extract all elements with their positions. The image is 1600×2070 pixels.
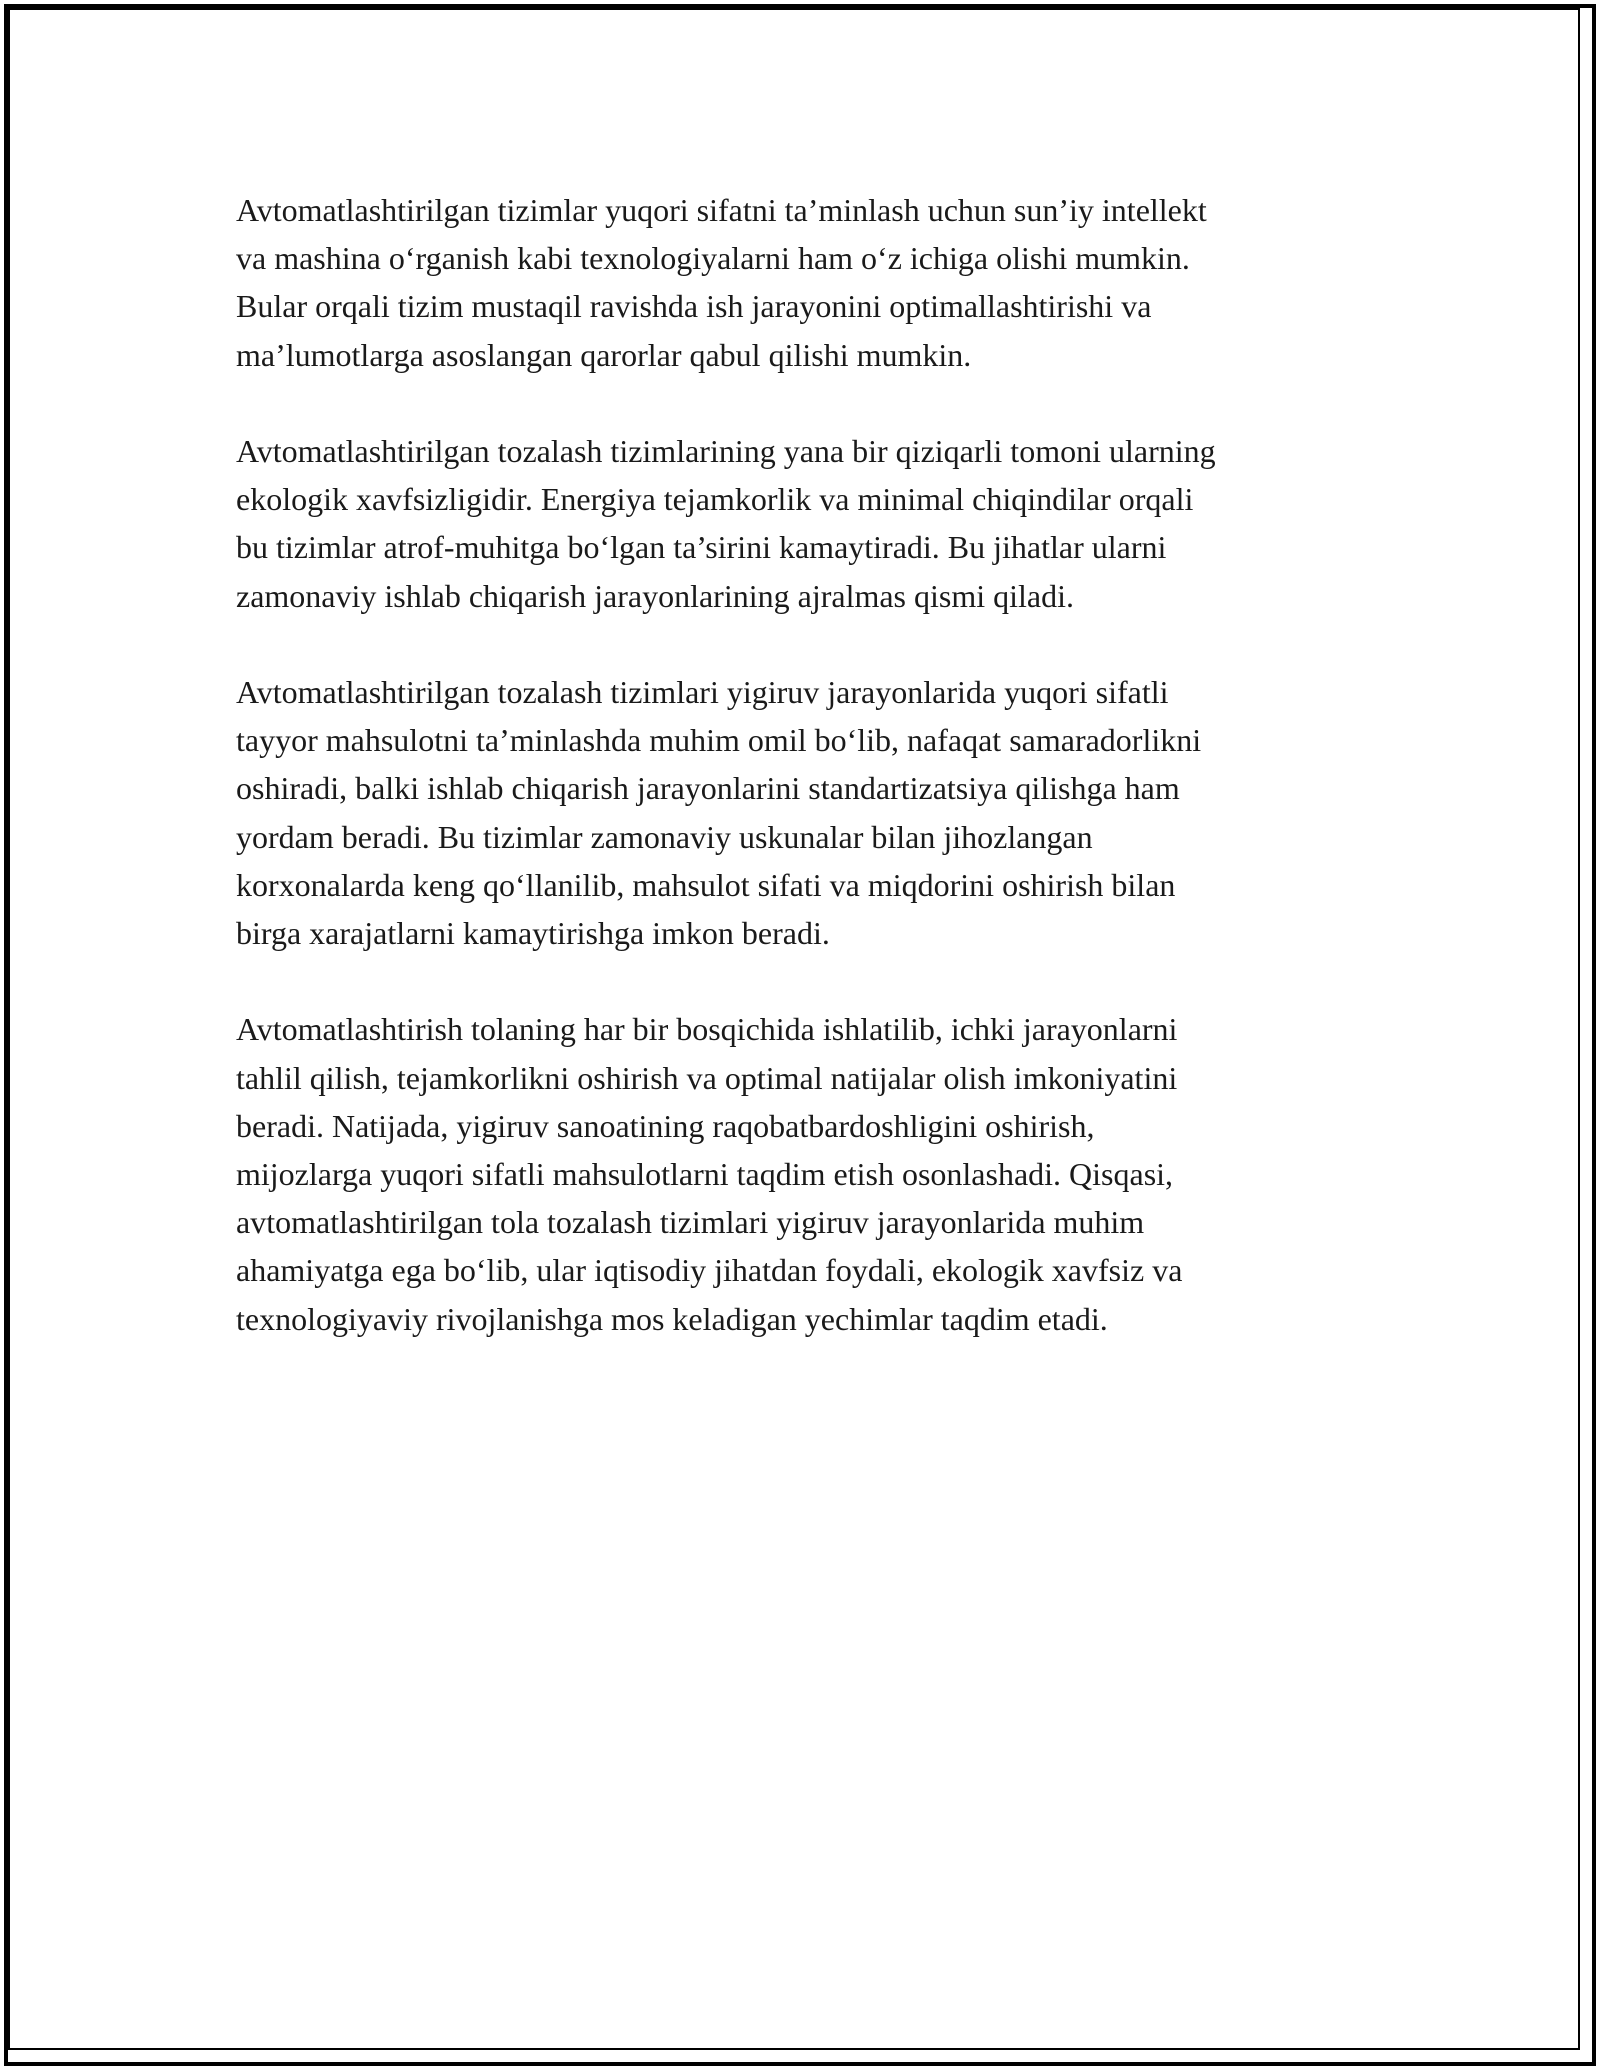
paragraph-2 (236, 427, 1386, 620)
text-line: Avtomatlashtirilgan tozalash tizimlarining yana bir qiziqarli tomoni ularning (236, 433, 1216, 469)
paragraph-3 (236, 668, 1386, 957)
paragraph-1 (236, 186, 1386, 379)
text-line: ekologik xavfsizligidir. Energiya tejamkorlik va minimal chiqindilar orqali (236, 481, 1194, 518)
text-line: tayyor mahsulotni ta’minlashda muhim omil bo‘lib, nafaqat samaradorlikni (236, 722, 1202, 759)
text-line: ahamiyatga ega bo‘lib, ular iqtisodiy jihatdan foydali, ekologik xavfsiz va (236, 1252, 1183, 1289)
text-line: avtomatlashtirilgan tola tozalash tizimlari yigiruv jarayonlarida muhim (236, 1204, 1145, 1241)
text-line: yordam beradi. Bu tizimlar zamonaviy uskunalar bilan jihozlangan (236, 818, 1093, 855)
document-body (236, 186, 1386, 1391)
text-line: birga xarajatlarni kamaytirishga imkon beradi. (236, 915, 830, 952)
text-line: bu tizimlar atrof-muhitga bo‘lgan ta’sirini kamaytiradi. Bu jihatlar ularni (236, 529, 1167, 566)
text-line: ma’lumotlarga asoslangan qarorlar qabul qilishi mumkin. (236, 336, 972, 373)
text-line: Bular orqali tizim mustaqil ravishda ish jarayonini optimallashtirishi va (236, 288, 1152, 325)
text-line: va mashina o‘rganish kabi texnologiyalarni ham o‘z ichiga olishi mumkin. (236, 240, 1190, 277)
text-line: tahlil qilish, tejamkorlikni oshirish va optimal natijalar olish imkoniyatini (236, 1059, 1178, 1096)
text-line: beradi. Natijada, yigiruv sanoatining raqobatbardoshligini oshirish, (236, 1107, 1095, 1144)
text-line: Avtomatlashtirilgan tizimlar yuqori sifatni ta’minlash uchun sun’iy intellekt (236, 192, 1207, 228)
text-line: oshiradi, balki ishlab chiqarish jarayonlarini standartizatsiya qilishga ham (236, 770, 1180, 807)
text-line: Avtomatlashtirish tolaning har bir bosqichida ishlatilib, ichki jarayonlarni (236, 1011, 1178, 1048)
text-line: mijozlarga yuqori sifatli mahsulotlarni taqdim etish osonlashadi. Qisqasi, (236, 1156, 1174, 1193)
text-line: zamonaviy ishlab chiqarish jarayonlarining ajralmas qismi qiladi. (236, 577, 1074, 614)
paragraph-4 (236, 1005, 1386, 1342)
text-line: Avtomatlashtirilgan tozalash tizimlari yigiruv jarayonlarida yuqori sifatli (236, 674, 1169, 710)
text-line: korxonalarda keng qo‘llanilib, mahsulot sifati va miqdorini oshirish bilan (236, 866, 1176, 903)
text-line: texnologiyaviy rivojlanishga mos keladigan yechimlar taqdim etadi. (236, 1300, 1108, 1337)
